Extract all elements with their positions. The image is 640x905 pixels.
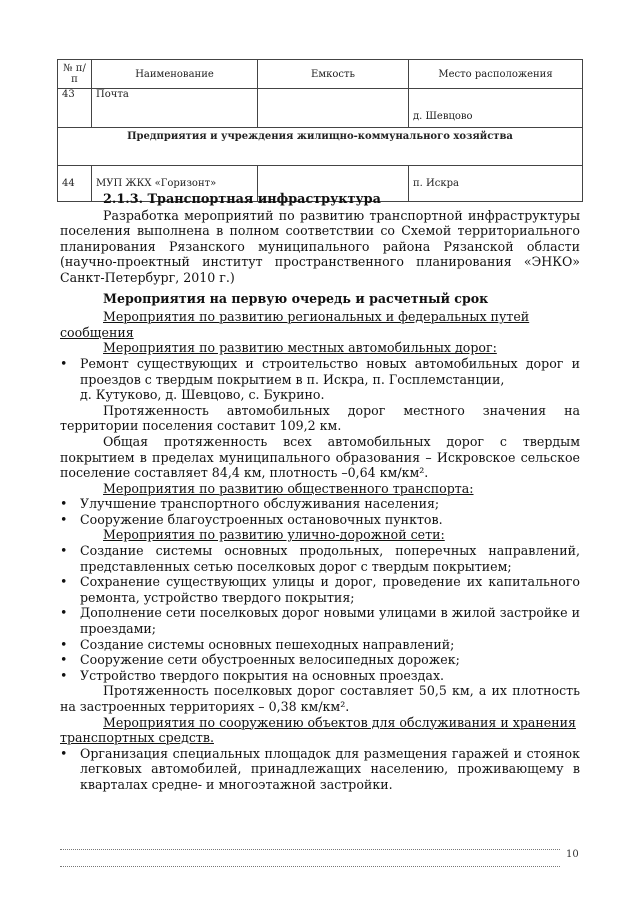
section-heading: 2.1.3. Транспортная инфраструктура	[103, 192, 381, 207]
cell-location: п. Искра	[409, 166, 583, 202]
col-header-capacity: Емкость	[258, 60, 409, 89]
table-header-row	[58, 60, 583, 89]
settlement-roads-length: Протяженность поселковых дорог составляет 50,5 км, а их плотность на застроенных территориях – 0,38 км/км².	[60, 683, 580, 714]
cell-location: д. Шевцово	[409, 89, 583, 128]
list-item: • Сооружение благоустроенных остановочных пунктов.	[60, 512, 580, 528]
col-header-location: Место расположения	[409, 60, 583, 89]
facilities-list	[60, 746, 580, 793]
facilities-title: Мероприятия по сооружению объектов для обслуживания и хранения транспортных средств.	[60, 714, 576, 746]
local-roads-item-continuation: д. Кутуково, д. Шевцово, с. Букрино.	[80, 387, 325, 403]
street-network-list	[60, 543, 580, 683]
cell-number: 44	[58, 166, 92, 202]
public-transport-title: Мероприятия по развитию общественного транспорта:	[103, 480, 474, 496]
regional-roads-title: Мероприятия по развитию региональных и федеральных путей сообщения	[60, 309, 530, 340]
section-title: Предприятия и учреждения жилищно-коммунального хозяйства	[58, 128, 583, 166]
list-item: • Организация специальных площадок для размещения гаражей и стоянок легковых автомобилей, принадлежащих населению, проживающему в кварталах средне- и многоэтажной застройки.	[60, 746, 580, 793]
page-number: 10	[566, 849, 579, 860]
street-network-title: Мероприятия по развитию улично-дорожной сети:	[103, 527, 445, 543]
total-roads-length: Общая протяженность всех автомобильных дорог с твердым покрытием в пределах муниципального образования – Искровское сельское поселение составляет 84,4 км, плотность –0,64 км/км².	[60, 433, 580, 481]
cell-number: 43	[58, 89, 92, 128]
public-transport-list	[60, 496, 580, 527]
cell-name: МУП ЖКХ «Горизонт»	[92, 166, 258, 202]
list-item: • Ремонт существующих и строительство новых автомобильных дорог и проездов с твердым покрытием в п. Искра, п. Госплемстанции,	[60, 356, 580, 387]
col-header-name: Наименование	[92, 60, 258, 89]
cell-capacity	[258, 89, 409, 128]
subheading: Мероприятия на первую очередь и расчетный срок	[103, 290, 489, 306]
cell-name: Почта	[92, 89, 258, 128]
list-item: • Создание системы основных продольных, поперечных направлений, представленных сетью поселковых дорог с твердым покрытием;	[60, 543, 580, 574]
list-item: • Улучшение транспортного обслуживания населения;	[60, 496, 580, 512]
list-item: • Устройство твердого покрытия на основных проездах.	[60, 668, 580, 684]
list-item: • Сооружение сети обустроенных велосипедных дорожек;	[60, 652, 580, 668]
list-item: • Создание системы основных пешеходных направлений;	[60, 637, 580, 653]
col-header-number: № п/п	[58, 60, 92, 89]
list-item: • Сохранение существующих улицы и дорог, проведение их капитального ремонта, устройство твердого покрытия;	[60, 574, 580, 605]
table-section-row	[58, 128, 583, 166]
document-body	[60, 192, 580, 793]
footer-rule-bottom	[60, 866, 560, 867]
table-row	[58, 89, 583, 128]
list-item: • Дополнение сети поселковых дорог новыми улицами в жилой застройке и проездами;	[60, 605, 580, 636]
local-roads-length: Протяженность автомобильных дорог местного значения на территории поселения составит 109,2 км.	[60, 402, 580, 434]
local-roads-title: Мероприятия по развитию местных автомобильных дорог:	[103, 340, 497, 356]
local-roads-list	[60, 356, 580, 387]
intro-paragraph: Разработка мероприятий по развитию транспортной инфраструктуры поселения выполнена в полном соответствии со Схемой территориального планирования Рязанского муниципального района Рязанской области (научно-проектный институт пространственного планирования «ЭНКО» Санкт-Петербург, 2010 г.)	[60, 207, 580, 285]
footer-rule-top	[60, 849, 560, 850]
facilities-table	[57, 59, 583, 202]
